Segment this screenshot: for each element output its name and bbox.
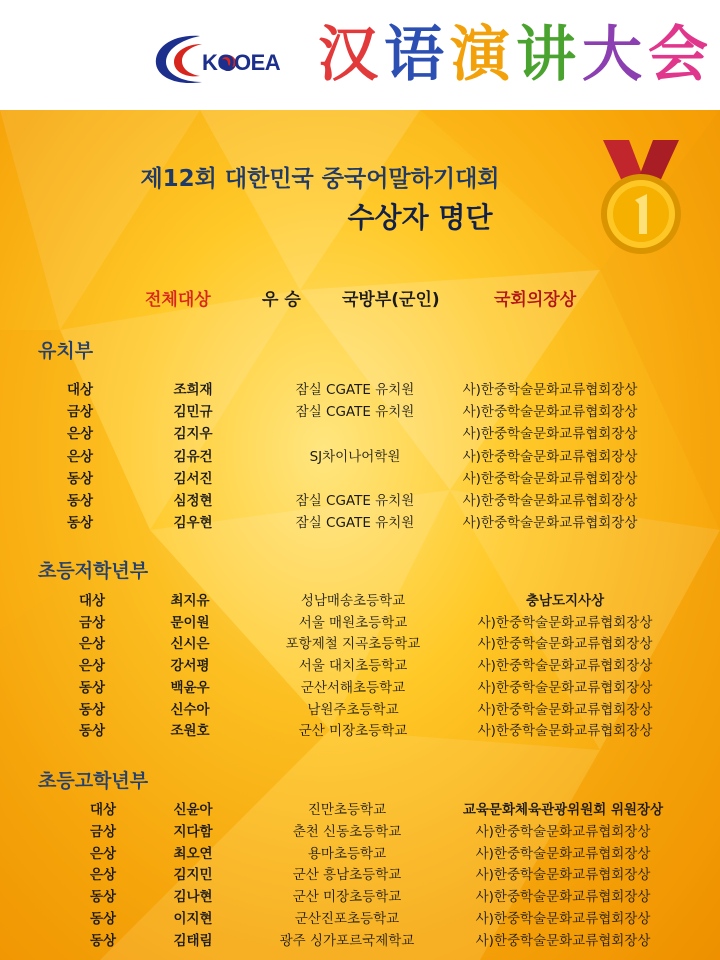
winner-name: 김서진 (173, 470, 213, 487)
winner-rank: 대상 (66, 382, 94, 398)
winner-name: 김우현 (173, 515, 213, 532)
winner-name: 조원호 (170, 723, 210, 740)
award-category-grand: 전체대상 (145, 290, 211, 310)
winner-rank: 은상 (78, 658, 106, 675)
winner-school: 용마초등학교 (307, 845, 387, 862)
winner-rank: 은상 (66, 448, 94, 465)
winner-prize: 사)한중학술문화교류협회장상 (477, 658, 653, 675)
winner-school: 잠실 CGATE 유치원 (295, 382, 415, 398)
winner-name: 문이원 (170, 614, 210, 631)
winner-row (0, 380, 720, 401)
winner-prize: 사)한중학술문화교류협회장상 (477, 701, 653, 718)
winner-school: 광주 싱가포르국제학교 (279, 932, 415, 949)
winner-name: 김지민 (173, 867, 213, 884)
winner-row (0, 513, 720, 534)
winner-name: 최지유 (170, 593, 210, 609)
winner-prize: 사)한중학술문화교류협회장상 (462, 470, 638, 487)
winner-row (0, 613, 720, 634)
banner-char: 讲 (516, 20, 576, 90)
winner-name: 김유건 (173, 448, 213, 465)
winner-rank: 동상 (89, 932, 117, 949)
page-subtitle: 수상자 명단 (347, 201, 493, 234)
logo-text: KOOEA (202, 50, 281, 75)
winner-name: 조희재 (173, 382, 213, 398)
banner-char: 演 (450, 20, 510, 90)
winner-name: 백윤우 (170, 679, 210, 696)
winner-prize: 사)한중학술문화교류협회장상 (462, 515, 638, 532)
banner-char: 汉 (318, 20, 378, 90)
winner-school: 서울 대치초등학교 (298, 658, 408, 675)
winner-rank: 동상 (78, 679, 106, 696)
winner-row (0, 721, 720, 742)
winner-prize: 사)한중학술문화교류협회장상 (462, 404, 638, 421)
winner-row (0, 424, 720, 445)
winner-prize: 사)한중학술문화교류협회장상 (462, 426, 638, 443)
winner-rank: 은상 (89, 845, 117, 862)
winner-school: SJ차이나어학원 (309, 448, 401, 465)
winner-rank: 대상 (89, 802, 117, 818)
winner-school: 잠실 CGATE 유치원 (295, 515, 415, 532)
winner-row (0, 402, 720, 423)
winner-row (0, 844, 720, 865)
winner-school: 잠실 CGATE 유치원 (295, 493, 415, 509)
winner-row (0, 931, 720, 952)
winner-rank: 동상 (66, 493, 94, 509)
winner-row (0, 887, 720, 908)
winner-rank: 동상 (78, 701, 106, 718)
winner-name: 이지현 (173, 911, 213, 927)
gold-medal-icon (595, 138, 687, 258)
winner-row (0, 656, 720, 677)
winner-name: 김민규 (173, 404, 213, 421)
winner-row (0, 634, 720, 655)
section-title-kindergarten: 유치부 (38, 340, 94, 362)
winner-prize: 사)한중학술문화교류협회장상 (477, 614, 653, 631)
award-category-assembly: 국회의장상 (494, 290, 577, 310)
winner-name: 지다함 (173, 823, 213, 840)
winner-row (0, 700, 720, 721)
winner-prize: 사)한중학술문화교류협회장상 (475, 911, 651, 927)
winner-name: 김태림 (173, 932, 213, 949)
winner-prize: 교육문화체육관광위원회 위원장상 (462, 802, 664, 818)
banner-char: 会 (648, 20, 708, 90)
winner-school: 남원주초등학교 (307, 701, 399, 718)
event-banner (315, 12, 715, 98)
page-title: 제12회 대한민국 중국어말하기대회 (140, 166, 500, 192)
winner-rank: 대상 (78, 593, 106, 609)
winner-name: 김나현 (173, 889, 213, 906)
winner-prize: 사)한중학술문화교류협회장상 (477, 636, 653, 653)
winner-rank: 금상 (78, 614, 106, 631)
section-title-lower-elementary: 초등저학년부 (38, 560, 149, 582)
kooea-logo (152, 30, 294, 92)
winner-row (0, 909, 720, 930)
winner-rank: 동상 (78, 723, 106, 740)
winner-school: 서울 매원초등학교 (298, 614, 408, 631)
winner-row (0, 800, 720, 821)
winner-prize: 사)한중학술문화교류협회장상 (475, 932, 651, 949)
winner-name: 신수아 (170, 701, 210, 718)
winner-prize: 충남도지사상 (525, 593, 605, 609)
winner-rank: 은상 (78, 636, 106, 653)
award-category-winner: 우 승 (262, 290, 301, 310)
winner-school: 성남매송초등학교 (300, 593, 406, 609)
winner-rank: 은상 (89, 867, 117, 884)
winner-rank: 동상 (66, 515, 94, 532)
winner-prize: 사)한중학술문화교류협회장상 (475, 823, 651, 840)
winner-name: 최오연 (173, 845, 213, 862)
winner-school: 군산진포초등학교 (294, 911, 400, 927)
winner-prize: 사)한중학술문화교류협회장상 (477, 679, 653, 696)
winner-prize: 사)한중학술문화교류협회장상 (462, 382, 638, 398)
winner-school: 진만초등학교 (307, 802, 387, 818)
winner-school: 군산 미장초등학교 (292, 889, 402, 906)
winner-school: 잠실 CGATE 유치원 (295, 404, 415, 421)
winner-name: 신시은 (170, 636, 210, 653)
winner-name: 강서평 (170, 658, 210, 675)
winner-row (0, 469, 720, 490)
winner-prize: 사)한중학술문화교류협회장상 (462, 448, 638, 465)
winner-row (0, 822, 720, 843)
winner-prize: 사)한중학술문화교류협회장상 (475, 889, 651, 906)
winner-rank: 동상 (66, 470, 94, 487)
award-category-military: 국방부(군인) (342, 290, 440, 310)
winner-prize: 사)한중학술문화교류협회장상 (462, 493, 638, 509)
winner-prize: 사)한중학술문화교류협회장상 (475, 867, 651, 884)
winner-school: 군산 흥남초등학교 (292, 867, 402, 884)
winner-name: 김지우 (173, 426, 213, 443)
winner-name: 신윤아 (173, 802, 213, 818)
header (0, 0, 720, 110)
winner-school: 군산 미장초등학교 (298, 723, 408, 740)
winner-row (0, 678, 720, 699)
winner-row (0, 447, 720, 468)
winner-school: 춘천 신동초등학교 (292, 823, 402, 840)
winner-row (0, 865, 720, 886)
winner-school: 군산서해초등학교 (300, 679, 406, 696)
winner-rank: 금상 (89, 823, 117, 840)
winner-name: 심정현 (173, 493, 213, 509)
winner-prize: 사)한중학술문화교류협회장상 (477, 723, 653, 740)
winner-rank: 동상 (89, 889, 117, 906)
winner-row (0, 591, 720, 612)
banner-char: 语 (384, 20, 444, 90)
winner-prize: 사)한중학술문화교류협회장상 (475, 845, 651, 862)
winner-rank: 금상 (66, 404, 94, 421)
winner-rank: 은상 (66, 426, 94, 443)
banner-char: 大 (582, 20, 642, 90)
section-title-upper-elementary: 초등고학년부 (38, 770, 149, 792)
winner-rank: 동상 (89, 911, 117, 927)
winner-school: 포항제철 지곡초등학교 (285, 636, 421, 653)
winner-row (0, 491, 720, 512)
